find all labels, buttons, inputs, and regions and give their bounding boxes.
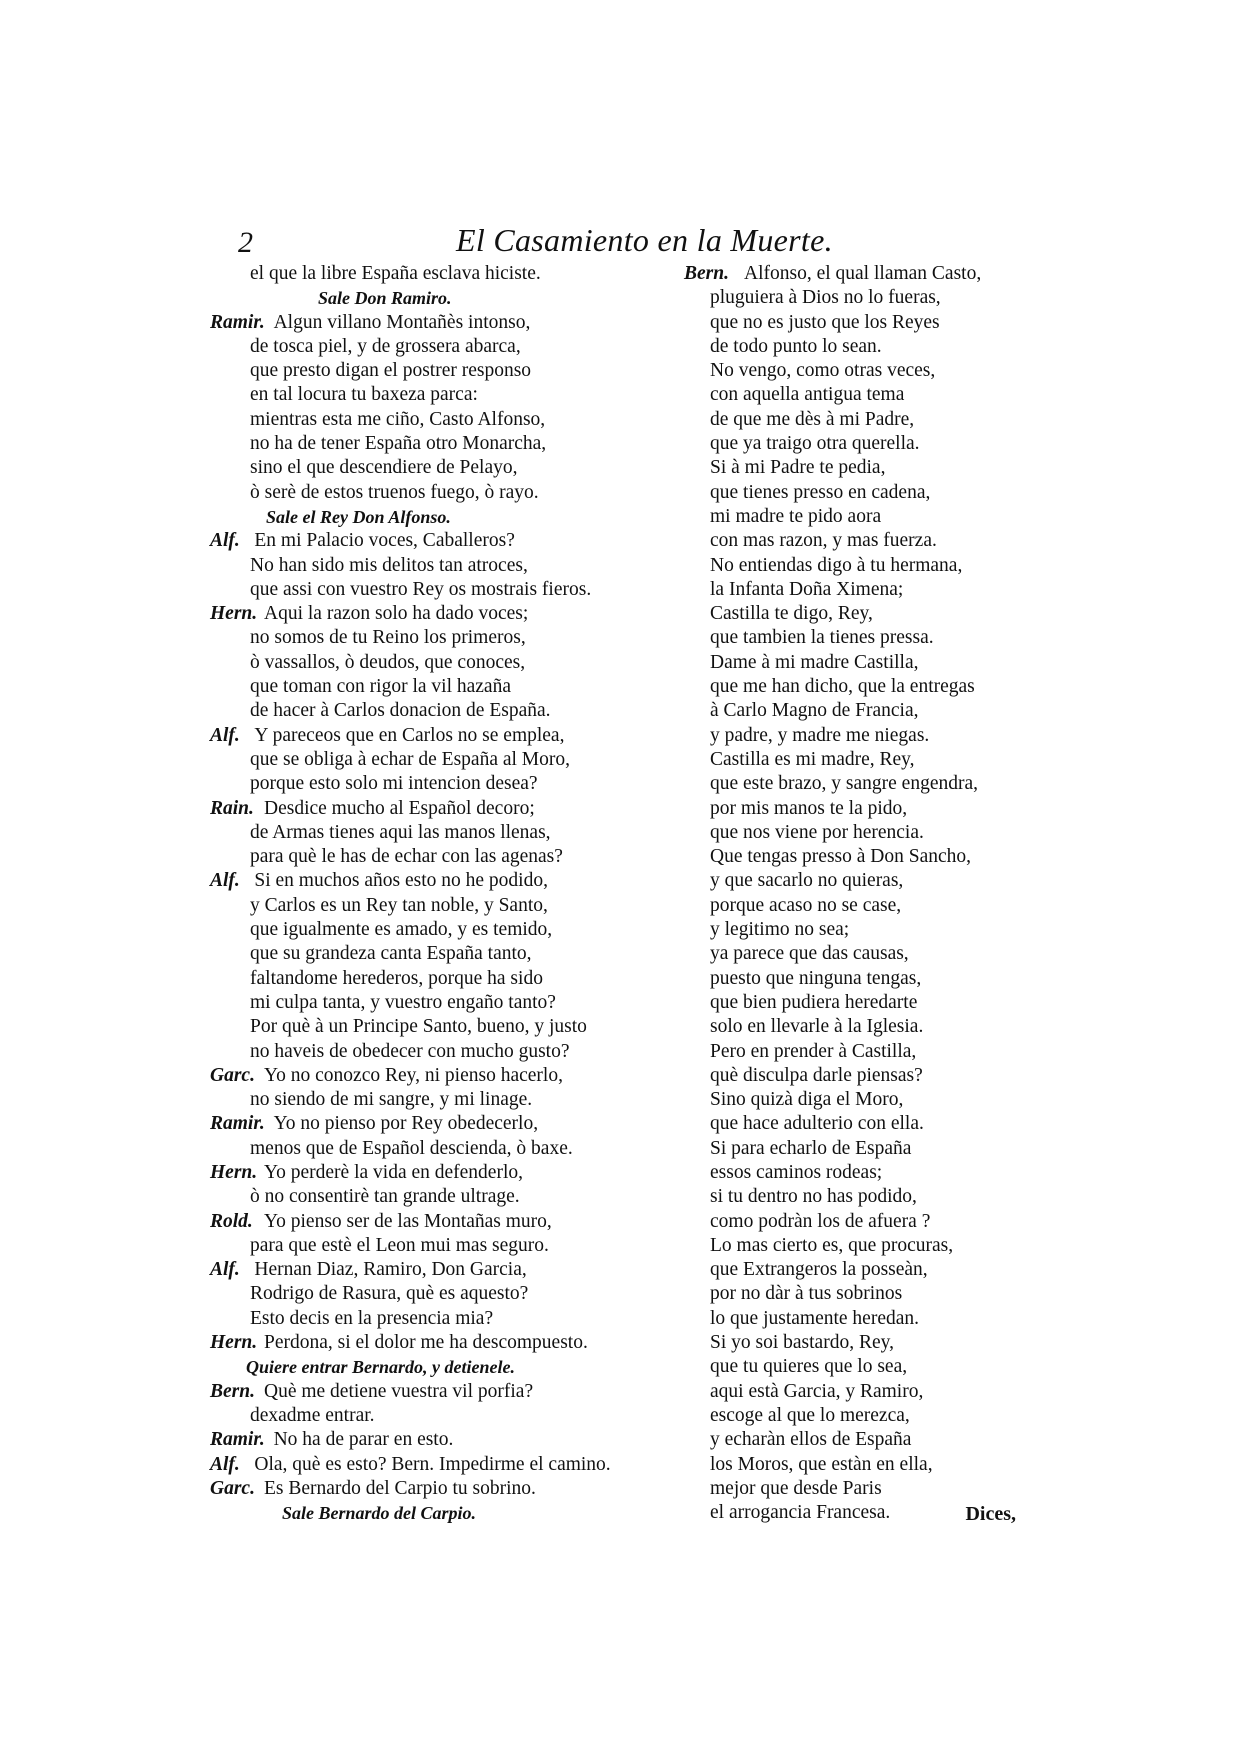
verse-line — [210, 748, 670, 772]
verse-text: con aquella antigua tema — [710, 384, 905, 406]
verse-line — [210, 772, 670, 796]
verse-line — [210, 724, 670, 748]
verse-line — [690, 748, 1020, 772]
verse-line — [210, 1404, 670, 1428]
verse-text: que hace adulterio con ella. — [710, 1113, 924, 1135]
verse-line — [210, 554, 670, 578]
verse-text: dexadme entrar. — [250, 1404, 375, 1426]
verse-text: Ola, què es esto? Bern. Impedirme el camino. — [254, 1453, 611, 1475]
verse-line — [690, 942, 1020, 966]
verse-line — [210, 602, 670, 626]
verse-line — [690, 383, 1020, 407]
verse-text: aqui està Garcia, y Ramiro, — [710, 1380, 924, 1402]
verse-text: si tu dentro no has podido, — [710, 1186, 917, 1208]
verse-text: que assi con vuestro Rey os mostrais fieros. — [250, 578, 592, 600]
stage-direction: Sale Don Ramiro. — [318, 288, 452, 309]
verse-text: para què le has de echar con las agenas? — [250, 846, 563, 868]
verse-line — [690, 626, 1020, 650]
speaker-name: Ramir. — [210, 1113, 265, 1135]
verse-line — [210, 626, 670, 650]
verse-text: no siendo de mi sangre, y mi linage. — [250, 1089, 533, 1111]
verse-text: Aqui la razon solo ha dado voces; — [264, 603, 529, 625]
verse-text: ò vassallos, ò deudos, que conoces, — [250, 651, 526, 673]
verse-text: que presto digan el postrer responso — [250, 360, 532, 382]
verse-line — [690, 1040, 1020, 1064]
speaker-name: Hern. — [210, 1161, 258, 1183]
verse-line — [690, 821, 1020, 845]
verse-text: menos que de Español descienda, ò baxe. — [250, 1137, 573, 1159]
speaker-name: Garc. — [210, 1477, 255, 1499]
verse-line — [690, 1112, 1020, 1136]
verse-line — [690, 1234, 1020, 1258]
speaker-name: Hern. — [210, 1332, 258, 1354]
verse-line — [210, 1355, 670, 1379]
verse-line — [690, 918, 1020, 942]
verse-text: y padre, y madre me niegas. — [710, 724, 930, 746]
verse-text: No vengo, como otras veces, — [710, 360, 936, 382]
verse-line — [210, 797, 670, 821]
verse-text: que me han dicho, que la entregas — [710, 676, 975, 698]
verse-line — [210, 1040, 670, 1064]
verse-line — [210, 286, 670, 310]
verse-line — [690, 1331, 1020, 1355]
verse-text: que no es justo que los Reyes — [710, 311, 940, 333]
verse-line — [690, 1210, 1020, 1234]
verse-line — [210, 894, 670, 918]
verse-line — [690, 1258, 1020, 1282]
verse-text: de tosca piel, y de grossera abarca, — [250, 335, 521, 357]
verse-text: Pero en prender à Castilla, — [710, 1040, 917, 1062]
verse-line — [690, 408, 1020, 432]
verse-text: Si en muchos años esto no he podido, — [254, 870, 548, 892]
verse-line — [690, 724, 1020, 748]
verse-line — [210, 1258, 670, 1282]
stage-direction: Sale el Rey Don Alfonso. — [266, 506, 451, 527]
page-header — [238, 222, 878, 266]
verse-line — [210, 1331, 670, 1355]
verse-text: Dame à mi madre Castilla, — [710, 651, 919, 673]
verse-line — [690, 359, 1020, 383]
verse-line — [210, 869, 670, 893]
verse-line — [690, 845, 1020, 869]
verse-line — [210, 1210, 670, 1234]
verse-line — [210, 942, 670, 966]
verse-text: el que la libre España esclava hiciste. — [250, 263, 541, 284]
verse-line — [690, 1185, 1020, 1209]
verse-text: solo en llevarle à la Iglesia. — [710, 1016, 924, 1038]
verse-text: mientras esta me ciño, Casto Alfonso, — [250, 408, 546, 430]
speaker-name: Alf. — [210, 1453, 240, 1475]
verse-text: la Infanta Doña Ximena; — [710, 578, 904, 600]
verse-line — [690, 1477, 1020, 1501]
verse-text: que tienes presso en cadena, — [710, 481, 931, 503]
verse-text: Es Bernardo del Carpio tu sobrino. — [264, 1477, 536, 1499]
verse-text: No ha de parar en esto. — [273, 1429, 454, 1451]
verse-line — [690, 1137, 1020, 1161]
verse-line — [690, 991, 1020, 1015]
catchword: Dices, — [965, 1503, 1016, 1525]
verse-line — [690, 699, 1020, 723]
verse-line — [690, 529, 1020, 553]
verse-line — [690, 1064, 1020, 1088]
verse-line — [210, 1137, 670, 1161]
verse-text: Yo pienso ser de las Montañas muro, — [264, 1210, 552, 1232]
verse-line — [210, 262, 670, 286]
verse-text: y Carlos es un Rey tan noble, y Santo, — [250, 894, 548, 916]
verse-text: Perdona, si el dolor me ha descompuesto. — [264, 1332, 588, 1354]
verse-text: el arrogancia Francesa. — [710, 1502, 891, 1524]
verse-text: Castilla es mi madre, Rey, — [710, 748, 915, 770]
verse-text: En mi Palacio voces, Caballeros? — [254, 530, 515, 552]
verse-text: lo que justamente heredan. — [710, 1307, 920, 1329]
verse-text: que bien pudiera heredarte — [710, 991, 918, 1013]
verse-text: mejor que desde Paris — [710, 1477, 882, 1499]
verse-line — [690, 1282, 1020, 1306]
verse-line — [210, 675, 670, 699]
verse-text: Esto decis en la presencia mia? — [250, 1307, 494, 1329]
speaker-name: Rain. — [210, 797, 254, 819]
verse-text: Por què à un Principe Santo, bueno, y justo — [250, 1016, 587, 1038]
verse-line — [690, 1453, 1020, 1477]
verse-line — [210, 1307, 670, 1331]
verse-line — [690, 675, 1020, 699]
verse-line — [690, 869, 1020, 893]
verse-line — [210, 481, 670, 505]
verse-text: de Armas tienes aqui las manos llenas, — [250, 821, 551, 843]
verse-text: que Extrangeros la posseàn, — [710, 1259, 928, 1281]
verse-line — [210, 991, 670, 1015]
running-title: El Casamiento en la Muerte. — [456, 222, 833, 258]
verse-line — [690, 1428, 1020, 1452]
verse-text: y legitimo no sea; — [710, 919, 850, 941]
verse-line — [690, 1380, 1020, 1404]
verse-line — [210, 967, 670, 991]
stage-direction: Quiere entrar Bernardo, y detienele. — [246, 1357, 515, 1378]
verse-text: no haveis de obedecer con mucho gusto? — [250, 1040, 570, 1062]
verse-text: que este brazo, y sangre engendra, — [710, 773, 979, 795]
verse-line — [690, 1307, 1020, 1331]
verse-text: porque esto solo mi intencion desea? — [250, 773, 538, 795]
verse-line — [690, 1088, 1020, 1112]
verse-line — [210, 1282, 670, 1306]
verse-text: que ya traigo otra querella. — [710, 433, 920, 455]
verse-text: Rodrigo de Rasura, què es aquesto? — [250, 1283, 529, 1305]
verse-text: Yo no conozco Rey, ni pienso hacerlo, — [264, 1064, 563, 1086]
verse-line — [210, 1380, 670, 1404]
verse-text: que toman con rigor la vil hazaña — [250, 676, 511, 698]
verse-line — [690, 1404, 1020, 1428]
verse-line — [210, 335, 670, 359]
verse-text: Y pareceos que en Carlos no se emplea, — [254, 724, 565, 746]
verse-text: Si para echarlo de España — [710, 1137, 912, 1159]
verse-text: que tu quieres que lo sea, — [710, 1356, 908, 1378]
verse-text: por mis manos te la pido, — [710, 797, 908, 819]
speaker-name: Alf. — [210, 1259, 240, 1281]
verse-text: Si à mi Padre te pedia, — [710, 457, 886, 479]
verse-text: en tal locura tu baxeza parca: — [250, 384, 478, 406]
verse-line — [210, 1185, 670, 1209]
verse-line — [690, 1355, 1020, 1379]
verse-text: Sino quizà diga el Moro, — [710, 1089, 904, 1111]
verse-text: de hacer à Carlos donacion de España. — [250, 700, 551, 722]
verse-line — [690, 602, 1020, 626]
verse-text: No han sido mis delitos tan atroces, — [250, 554, 528, 576]
verse-line — [690, 335, 1020, 359]
verse-text: mi culpa tanta, y vuestro engaño tanto? — [250, 991, 556, 1013]
speaker-name: Alf. — [210, 870, 240, 892]
verse-line — [210, 408, 670, 432]
verse-line — [210, 505, 670, 529]
verse-line — [690, 432, 1020, 456]
verse-line — [210, 1453, 670, 1477]
verse-text: Desdice mucho al Español decoro; — [264, 797, 535, 819]
verse-line — [690, 894, 1020, 918]
verse-text: Què me detiene vuestra vil porfia? — [264, 1380, 534, 1402]
verse-line — [210, 1015, 670, 1039]
verse-line — [210, 1234, 670, 1258]
verse-text: ya parece que das causas, — [710, 943, 909, 965]
verse-text: No entiendas digo à tu hermana, — [710, 554, 963, 576]
verse-text: Lo mas cierto es, que procuras, — [710, 1234, 954, 1256]
verse-text: de todo punto lo sean. — [710, 335, 882, 357]
verse-line — [210, 821, 670, 845]
verse-text: para que estè el Leon mui mas seguro. — [250, 1234, 549, 1256]
speaker-name: Hern. — [210, 603, 258, 625]
verse-line — [690, 967, 1020, 991]
verse-line — [690, 311, 1020, 335]
verse-text: puesto que ninguna tengas, — [710, 967, 922, 989]
speaker-name: Bern. — [684, 263, 729, 284]
verse-line — [210, 1161, 670, 1185]
verse-text: que se obliga à echar de España al Moro, — [250, 748, 570, 770]
verse-line — [210, 1477, 670, 1501]
verse-text: Yo no pienso por Rey obedecerlo, — [273, 1113, 539, 1135]
speaker-name: Garc. — [210, 1064, 255, 1086]
verse-line — [210, 432, 670, 456]
verse-line — [690, 505, 1020, 529]
verse-text: escoge al que lo merezca, — [710, 1404, 910, 1426]
page-number: 2 — [238, 226, 253, 259]
verse-line — [690, 651, 1020, 675]
verse-line — [210, 845, 670, 869]
verse-line — [210, 651, 670, 675]
right-column — [684, 262, 1020, 1525]
verse-line — [210, 359, 670, 383]
verse-text: mi madre te pido aora — [710, 505, 882, 527]
verse-line — [690, 1015, 1020, 1039]
verse-line — [690, 286, 1020, 310]
verse-line — [210, 1112, 670, 1136]
verse-line — [210, 311, 670, 335]
verse-line — [210, 578, 670, 602]
verse-line — [210, 699, 670, 723]
verse-text: Si yo soi bastardo, Rey, — [710, 1332, 894, 1354]
verse-text: faltandome herederos, porque ha sido — [250, 967, 543, 989]
verse-text: à Carlo Magno de Francia, — [710, 700, 919, 722]
verse-line — [210, 1428, 670, 1452]
verse-line — [690, 1161, 1020, 1185]
verse-text: pluguiera à Dios no lo fueras, — [710, 287, 941, 309]
verse-text: y echaràn ellos de España — [710, 1429, 912, 1451]
speaker-name: Alf. — [210, 530, 240, 552]
verse-text: què disculpa darle piensas? — [710, 1064, 923, 1086]
verse-line — [690, 797, 1020, 821]
verse-text: que tambien la tienes pressa. — [710, 627, 934, 649]
verse-text: que nos viene por herencia. — [710, 821, 924, 843]
speaker-name: Rold. — [210, 1210, 253, 1232]
verse-text: Yo perderè la vida en defenderlo, — [264, 1161, 524, 1183]
verse-text: Que tengas presso à Don Sancho, — [710, 846, 972, 868]
speaker-name: Ramir. — [210, 1429, 265, 1451]
verse-text: y que sacarlo no quieras, — [710, 870, 904, 892]
verse-text: ò no consentirè tan grande ultrage. — [250, 1186, 520, 1208]
verse-text: que igualmente es amado, y es temido, — [250, 919, 553, 941]
verse-line — [210, 1088, 670, 1112]
verse-line — [690, 481, 1020, 505]
verse-text: por no dàr à tus sobrinos — [710, 1283, 903, 1305]
verse-text: ò serè de estos truenos fuego, ò rayo. — [250, 481, 539, 503]
speaker-name: Bern. — [210, 1380, 255, 1402]
verse-text: los Moros, que estàn en ella, — [710, 1453, 933, 1475]
speaker-name: Ramir. — [210, 311, 265, 333]
verse-line — [690, 578, 1020, 602]
left-column — [210, 262, 670, 1525]
stage-direction: Sale Bernardo del Carpio. — [282, 1503, 477, 1524]
verse-line — [210, 1064, 670, 1088]
verse-line — [690, 554, 1020, 578]
verse-text: Alfonso, el qual llaman Casto, — [744, 263, 982, 284]
verse-text: sino el que descendiere de Pelayo, — [250, 457, 518, 479]
verse-text: con mas razon, y mas fuerza. — [710, 530, 937, 552]
verse-text: essos caminos rodeas; — [710, 1161, 883, 1183]
verse-line — [210, 383, 670, 407]
verse-text: de que me dès à mi Padre, — [710, 408, 915, 430]
verse-text: Hernan Diaz, Ramiro, Don Garcia, — [254, 1259, 527, 1281]
verse-line — [690, 772, 1020, 796]
verse-line — [210, 1501, 670, 1525]
verse-text: que su grandeza canta España tanto, — [250, 943, 532, 965]
verse-text: como podràn los de afuera ? — [710, 1210, 931, 1232]
verse-line — [210, 456, 670, 480]
verse-text: Algun villano Montañès intonso, — [273, 311, 531, 333]
verse-text: no somos de tu Reino los primeros, — [250, 627, 526, 649]
speaker-name: Alf. — [210, 724, 240, 746]
verse-text: porque acaso no se case, — [710, 894, 902, 916]
verse-line — [684, 262, 1020, 286]
verse-line — [690, 456, 1020, 480]
verse-text: Castilla te digo, Rey, — [710, 603, 873, 625]
verse-text: no ha de tener España otro Monarcha, — [250, 433, 547, 455]
verse-line — [210, 918, 670, 942]
verse-line — [210, 529, 670, 553]
